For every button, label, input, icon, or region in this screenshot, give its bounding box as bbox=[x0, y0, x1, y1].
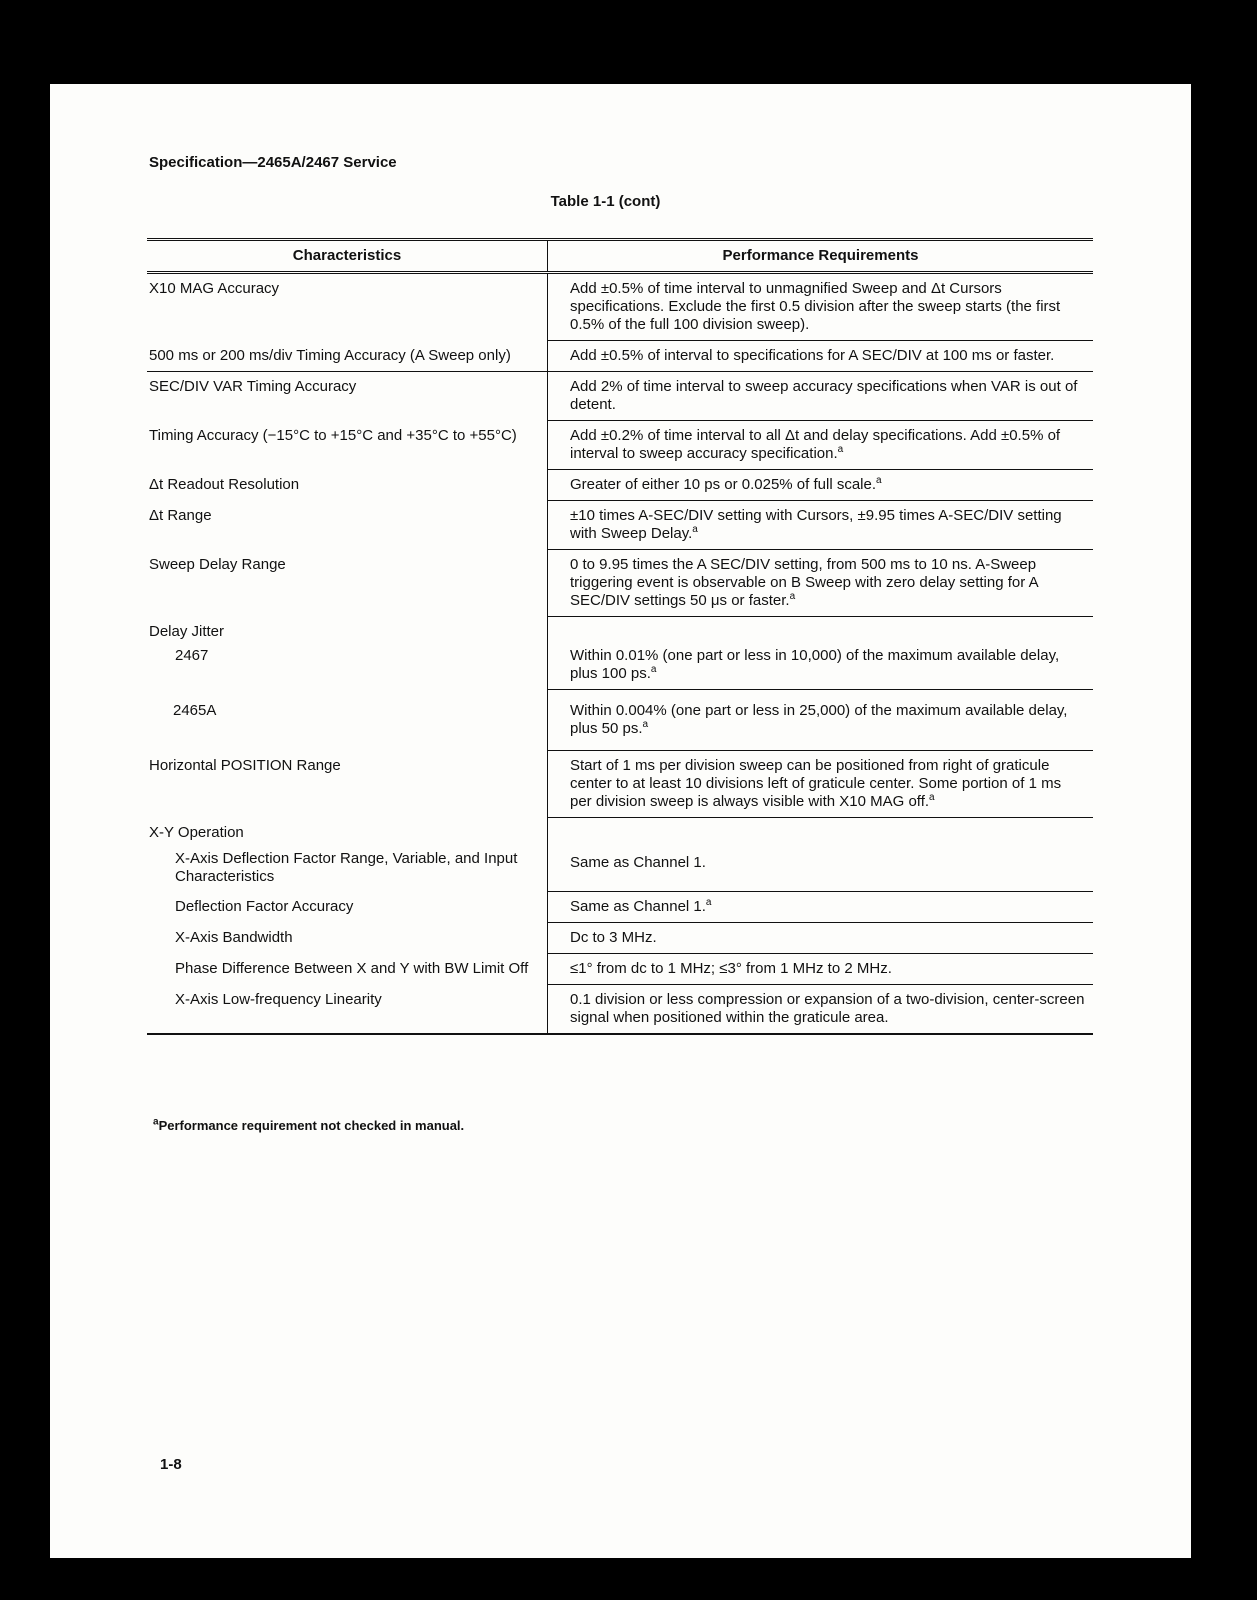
table-row bbox=[147, 372, 1093, 421]
characteristic-cell: Timing Accuracy (−15°C to +15°C and +35°C to +55°C) bbox=[147, 421, 548, 470]
table-row bbox=[147, 751, 1093, 818]
requirement-cell: Dc to 3 MHz. bbox=[548, 923, 1094, 954]
characteristic-cell: 2465A bbox=[147, 690, 548, 751]
page-number: 1-8 bbox=[160, 1456, 182, 1473]
footnote-marker: a bbox=[153, 1116, 159, 1128]
table-row bbox=[147, 617, 1093, 690]
footnote-marker: a bbox=[642, 719, 649, 730]
footnote-marker: a bbox=[692, 524, 698, 535]
requirement-cell: Within 0.01% (one part or less in 10,000) of the maximum available delay, plus 100 ps.$^a$ bbox=[548, 617, 1094, 690]
requirement-cell: Add 2% of time interval to sweep accuracy specifications when VAR is out of detent. bbox=[548, 372, 1094, 421]
requirement-cell: 0 to 9.95 times the A SEC/DIV setting, from 500 ms to 10 ns. A-Sweep triggering event is observable on B Sweep with zero delay setting for A SEC/DIV settings 50 μs or faster.$^a$ bbox=[548, 550, 1094, 617]
characteristic-cell: X10 MAG Accuracy bbox=[147, 273, 548, 341]
model-label: 2467 bbox=[175, 646, 209, 664]
table-title: Table 1-1 (cont) bbox=[550, 193, 661, 210]
requirement-cell: Start of 1 ms per division sweep can be positioned from right of graticule center to at least 10 divisions left of graticule center. Some portion of 1 ms per division sweep is always visible with X10 MAG off.$^a$ bbox=[548, 751, 1094, 818]
table-row bbox=[147, 421, 1093, 470]
characteristic-cell bbox=[147, 617, 548, 690]
footnote: $^a$Performance requirement not checked in manual. bbox=[153, 1116, 465, 1133]
requirement-cell: Add ±0.5% of interval to specifications for A SEC/DIV at 100 ms or faster. bbox=[548, 341, 1094, 372]
characteristic-cell: Horizontal POSITION Range bbox=[147, 751, 548, 818]
requirement-cell: Same as Channel 1. bbox=[548, 818, 1094, 892]
table-row bbox=[147, 273, 1093, 341]
characteristic-cell: X-Axis Low-frequency Linearity bbox=[147, 985, 548, 1035]
requirement-cell: ±10 times A-SEC/DIV setting with Cursors, ±9.95 times A-SEC/DIV setting with Sweep Delay.$^a$ bbox=[548, 501, 1094, 550]
table-row bbox=[147, 954, 1093, 985]
table-row bbox=[147, 501, 1093, 550]
characteristic-cell: Δt Range bbox=[147, 501, 548, 550]
requirement-cell: ≤1° from dc to 1 MHz; ≤3° from 1 MHz to 2 MHz. bbox=[548, 954, 1094, 985]
specification-table bbox=[147, 238, 1093, 1035]
sub-characteristic: X-Axis Deflection Factor Range, Variable, and Input Characteristics bbox=[175, 849, 518, 885]
characteristic-cell: 500 ms or 200 ms/div Timing Accuracy (A Sweep only) bbox=[147, 341, 548, 372]
table-row bbox=[147, 892, 1093, 923]
document-page bbox=[50, 84, 1191, 1558]
characteristic-cell: Deflection Factor Accuracy bbox=[147, 892, 548, 923]
characteristic-cell: Δt Readout Resolution bbox=[147, 470, 548, 501]
running-head: Specification—2465A/2467 Service bbox=[149, 154, 397, 171]
requirement-cell: 0.1 division or less compression or expansion of a two-division, center-screen signal when positioned within the graticule area. bbox=[548, 985, 1094, 1035]
table-row bbox=[147, 470, 1093, 501]
footnote-marker: a bbox=[650, 664, 657, 675]
header-characteristics: Characteristics bbox=[147, 240, 548, 273]
characteristic-cell bbox=[147, 818, 548, 892]
footnote-marker: a bbox=[837, 444, 844, 455]
table-row bbox=[147, 690, 1093, 751]
requirement-cell: Same as Channel 1.$^a$ bbox=[548, 892, 1094, 923]
requirement-cell: Add ±0.5% of time interval to unmagnified Sweep and Δt Cursors specifications. Exclude the first 0.5 division after the sweep starts (the first 0.5% of the full 100 division sweep). bbox=[548, 273, 1094, 341]
table-row bbox=[147, 923, 1093, 954]
characteristic-cell: Sweep Delay Range bbox=[147, 550, 548, 617]
requirement-cell: Add ±0.2% of time interval to all Δt and delay specifications. Add ±0.5% of interval to sweep accuracy specification.$^a$ bbox=[548, 421, 1094, 470]
requirement-cell: Greater of either 10 ps or 0.025% of full scale.$^a$ bbox=[548, 470, 1094, 501]
characteristic-cell: SEC/DIV VAR Timing Accuracy bbox=[147, 372, 548, 421]
table-row bbox=[147, 550, 1093, 617]
footnote-marker: a bbox=[705, 897, 712, 908]
footnote-marker: a bbox=[789, 591, 796, 602]
footnote-marker: a bbox=[929, 792, 935, 803]
table-row bbox=[147, 985, 1093, 1035]
table-row bbox=[147, 341, 1093, 372]
table-row bbox=[147, 818, 1093, 892]
group-label: Delay Jitter bbox=[149, 622, 225, 640]
characteristic-cell: X-Axis Bandwidth bbox=[147, 923, 548, 954]
requirement-cell: Within 0.004% (one part or less in 25,000) of the maximum available delay, plus 50 ps.$^a$ bbox=[548, 690, 1094, 751]
footnote-marker: a bbox=[876, 475, 882, 486]
characteristic-cell: Phase Difference Between X and Y with BW Limit Off bbox=[147, 954, 548, 985]
header-performance-requirements: Performance Requirements bbox=[548, 240, 1094, 273]
group-label: X-Y Operation bbox=[149, 823, 244, 841]
